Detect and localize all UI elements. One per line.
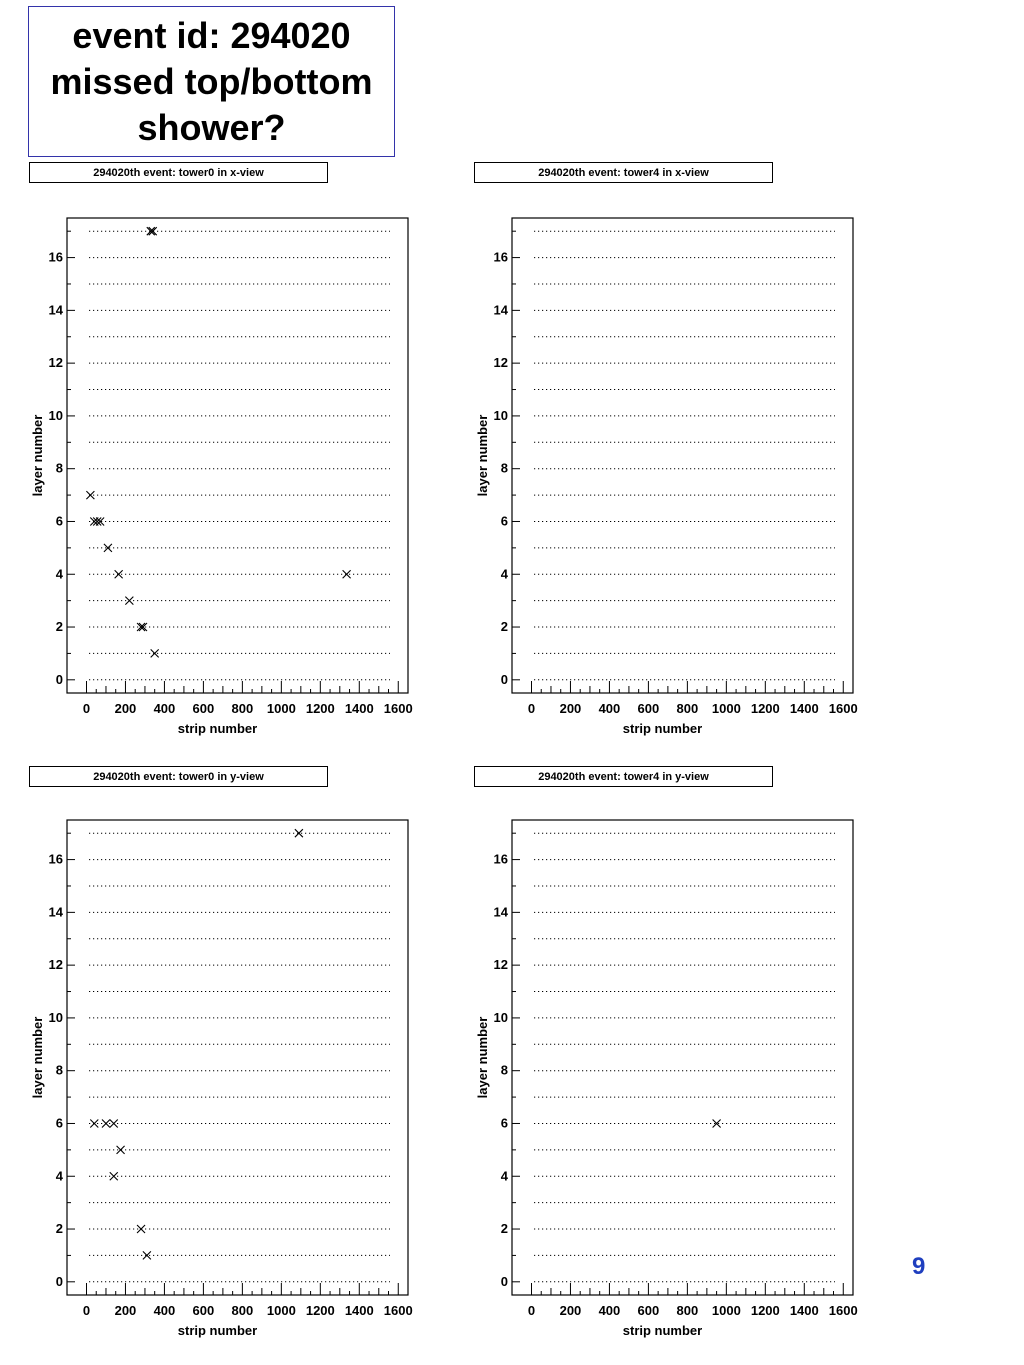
x-tick-label: 1000	[266, 701, 296, 716]
x-tick-label: 1400	[789, 1303, 819, 1318]
x-tick-label: 0	[527, 1303, 536, 1318]
x-tick-label: 1000	[711, 701, 741, 716]
x-tick-label: 1200	[305, 701, 335, 716]
y-tick-label: 12	[493, 355, 508, 371]
y-axis-title: layer number	[30, 1016, 45, 1099]
slide-title-line-2: missed top/bottom	[50, 60, 373, 102]
x-axis-title: strip number	[177, 721, 258, 736]
x-tick-label: 1200	[750, 1303, 780, 1318]
y-tick-label: 8	[55, 1062, 63, 1078]
x-tick-label: 200	[114, 1303, 137, 1318]
y-tick-label: 4	[55, 566, 63, 582]
x-tick-label: 400	[598, 701, 621, 716]
data-point-marker	[137, 623, 145, 631]
plot-title-tower4-y: 294020th event: tower4 in y-view	[474, 766, 773, 787]
x-tick-label: 400	[153, 1303, 176, 1318]
y-tick-label: 8	[55, 460, 63, 476]
x-tick-label: 1000	[266, 1303, 296, 1318]
x-tick-label: 400	[153, 701, 176, 716]
y-tick-label: 14	[48, 904, 63, 920]
data-point-marker	[713, 1119, 721, 1127]
x-tick-label: 600	[637, 1303, 660, 1318]
x-tick-label: 1400	[344, 1303, 374, 1318]
plot-frame	[67, 218, 408, 693]
plot-frame	[512, 820, 853, 1295]
x-tick-label: 800	[676, 1303, 699, 1318]
y-tick-label: 2	[55, 619, 63, 635]
y-tick-label: 6	[500, 513, 508, 529]
x-axis-title: strip number	[622, 1323, 703, 1338]
y-tick-label: 0	[500, 671, 508, 687]
slide-title-line-1: event id: 294020	[72, 14, 351, 56]
plot-title-tower0-y: 294020th event: tower0 in y-view	[29, 766, 328, 787]
y-tick-label: 6	[55, 1115, 63, 1131]
x-tick-label: 1600	[828, 701, 858, 716]
chart-tower4-x-view	[445, 200, 885, 745]
y-tick-label: 2	[500, 619, 508, 635]
y-tick-label: 10	[48, 1009, 63, 1025]
x-tick-label: 200	[559, 701, 582, 716]
x-tick-label: 1400	[344, 701, 374, 716]
x-tick-label: 1400	[789, 701, 819, 716]
chart-tower0-y-view	[0, 802, 440, 1347]
y-tick-label: 10	[493, 407, 508, 423]
chart-tower4-y-view	[445, 802, 885, 1347]
y-tick-label: 6	[55, 513, 63, 529]
x-tick-label: 0	[82, 701, 91, 716]
y-tick-label: 0	[500, 1273, 508, 1289]
y-tick-label: 10	[48, 407, 63, 423]
x-axis-title: strip number	[622, 721, 703, 736]
y-tick-label: 16	[48, 851, 63, 867]
slide-title-box	[28, 6, 395, 157]
chart-tower0-x-view	[0, 200, 440, 745]
x-tick-label: 800	[676, 701, 699, 716]
y-tick-label: 8	[500, 460, 508, 476]
x-tick-label: 1600	[383, 701, 413, 716]
y-tick-label: 12	[48, 355, 63, 371]
x-tick-label: 400	[598, 1303, 621, 1318]
x-tick-label: 0	[527, 701, 536, 716]
x-tick-label: 1000	[711, 1303, 741, 1318]
y-tick-label: 6	[500, 1115, 508, 1131]
y-axis-title: layer number	[475, 1016, 490, 1099]
x-tick-label: 1600	[383, 1303, 413, 1318]
page-number: 9	[912, 1253, 926, 1280]
plot-title-tower4-x: 294020th event: tower4 in x-view	[474, 162, 773, 183]
x-tick-label: 1600	[828, 1303, 858, 1318]
x-axis-title: strip number	[177, 1323, 258, 1338]
y-tick-label: 14	[493, 302, 508, 318]
plot-title-tower0-x: 294020th event: tower0 in x-view	[29, 162, 328, 183]
y-tick-label: 2	[500, 1221, 508, 1237]
x-tick-label: 200	[559, 1303, 582, 1318]
slide-title-line-3: shower?	[137, 106, 286, 148]
x-tick-label: 1200	[750, 701, 780, 716]
x-tick-label: 800	[231, 1303, 254, 1318]
x-tick-label: 0	[82, 1303, 91, 1318]
y-axis-title: layer number	[30, 414, 45, 497]
data-point-marker	[137, 1225, 145, 1233]
y-tick-label: 4	[55, 1168, 63, 1184]
y-tick-label: 8	[500, 1062, 508, 1078]
plot-frame	[512, 218, 853, 693]
y-tick-label: 2	[55, 1221, 63, 1237]
y-tick-label: 16	[493, 851, 508, 867]
y-tick-label: 0	[55, 671, 63, 687]
y-tick-label: 12	[48, 957, 63, 973]
x-tick-label: 800	[231, 701, 254, 716]
x-tick-label: 600	[192, 1303, 215, 1318]
data-point-marker	[102, 1119, 110, 1127]
data-point-marker	[125, 597, 133, 605]
y-tick-label: 14	[48, 302, 63, 318]
y-tick-label: 16	[48, 249, 63, 265]
plot-frame	[67, 820, 408, 1295]
y-axis-title: layer number	[475, 414, 490, 497]
y-tick-label: 16	[493, 249, 508, 265]
y-tick-label: 14	[493, 904, 508, 920]
data-point-marker	[110, 1119, 118, 1127]
y-tick-label: 10	[493, 1009, 508, 1025]
x-tick-label: 200	[114, 701, 137, 716]
y-tick-label: 4	[500, 566, 508, 582]
y-tick-label: 4	[500, 1168, 508, 1184]
y-tick-label: 0	[55, 1273, 63, 1289]
x-tick-label: 600	[637, 701, 660, 716]
data-point-marker	[110, 1172, 118, 1180]
y-tick-label: 12	[493, 957, 508, 973]
x-tick-label: 1200	[305, 1303, 335, 1318]
x-tick-label: 600	[192, 701, 215, 716]
